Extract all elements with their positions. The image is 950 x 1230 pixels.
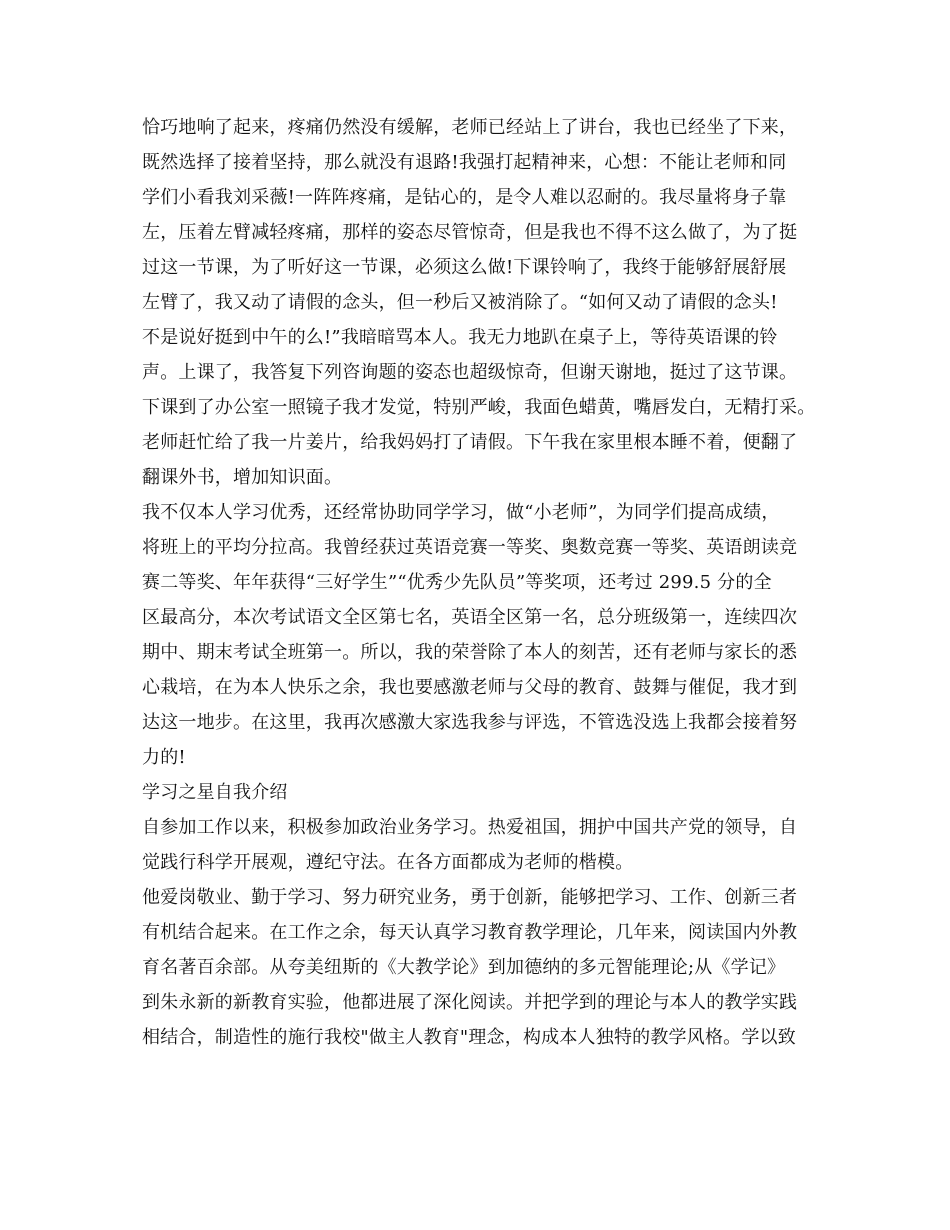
text-line: 声。上课了，我答复下列咨询题的姿态也超级惊奇，但谢天谢地，挺过了这节课。 <box>142 362 798 383</box>
text-line: 左，压着左臂减轻疼痛，那样的姿态尽管惊奇，但是我也不得不这么做了，为了挺 <box>142 222 798 243</box>
text-line: 期中、期末考试全班第一。所以，我的荣誉除了本人的刻苦，还有老师与家长的悉 <box>142 642 798 663</box>
text-line: 相结合，制造性的施行我校"做主人教育"理念，构成本人独特的教学风格。学以致 <box>142 1027 796 1048</box>
text-line: 有机结合起来。在工作之余，每天认真学习教育教学理论，几年来，阅读国内外教 <box>142 922 798 943</box>
text-line: 力的! <box>142 747 186 768</box>
section-heading: 学习之星自我介绍 <box>142 782 288 803</box>
text-line: 过这一节课，为了听好这一节课，必须这么做!下课铃响了，我终于能够舒展舒展 <box>142 257 787 278</box>
text-line: 左臂了，我又动了请假的念头，但一秒后又被消除了。“如何又动了请假的念头! <box>142 292 778 313</box>
text-line: 学们小看我刘采薇!一阵阵疼痛，是钻心的，是令人难以忍耐的。我尽量将身子靠 <box>142 187 787 208</box>
text-line: 自参加工作以来，积极参加政治业务学习。热爱祖国，拥护中国共产党的领导，自 <box>142 817 798 838</box>
text-line: 达这一地步。在这里，我再次感激大家选我参与评选，不管选没选上我都会接着努 <box>142 712 798 733</box>
text-line: 赛二等奖、年年获得“三好学生”“优秀少先队员”等奖项，还考过 299.5 分的全 <box>142 572 772 593</box>
text-line: 老师赶忙给了我一片姜片，给我妈妈打了请假。下午我在家里根本睡不着，便翻了 <box>142 432 798 453</box>
text-line: 觉践行科学开展观，遵纪守法。在各方面都成为老师的楷模。 <box>142 852 634 873</box>
text-line: 既然选择了接着坚持，那么就没有退路!我强打起精神来，心想：不能让老师和同 <box>142 152 787 173</box>
text-line: 他爱岗敬业、勤于学习、努力研究业务，勇于创新，能够把学习、工作、创新三者 <box>142 887 798 908</box>
text-line: 育名著百余部。从夸美纽斯的《大教学论》到加德纳的多元智能理论;从《学记》 <box>142 957 786 978</box>
text-line: 不是说好挺到中午的么!”我暗暗骂本人。我无力地趴在桌子上，等待英语课的铃 <box>142 327 778 348</box>
text-line: 心栽培，在为本人快乐之余，我也要感激老师与父母的教育、鼓舞与催促，我才到 <box>142 677 798 698</box>
text-line: 下课到了办公室一照镜子我才发觉，特别严峻，我面色蜡黄，嘴唇发白，无精打采。 <box>142 397 816 418</box>
text-line: 到朱永新的新教育实验，他都进展了深化阅读。并把学到的理论与本人的教学实践 <box>142 992 798 1013</box>
text-line: 我不仅本人学习优秀，还经常协助同学学习，做“小老师”，为同学们提高成绩， <box>142 502 780 523</box>
text-line: 区最高分，本次考试语文全区第七名，英语全区第一名，总分班级第一，连续四次 <box>142 607 798 628</box>
text-line: 翻课外书，增加知识面。 <box>142 467 343 488</box>
text-line: 恰巧地响了起来，疼痛仍然没有缓解，老师已经站上了讲台，我也已经坐了下来， <box>142 117 798 138</box>
text-line: 将班上的平均分拉高。我曾经获过英语竞赛一等奖、奥数竞赛一等奖、英语朗读竞 <box>142 537 798 558</box>
